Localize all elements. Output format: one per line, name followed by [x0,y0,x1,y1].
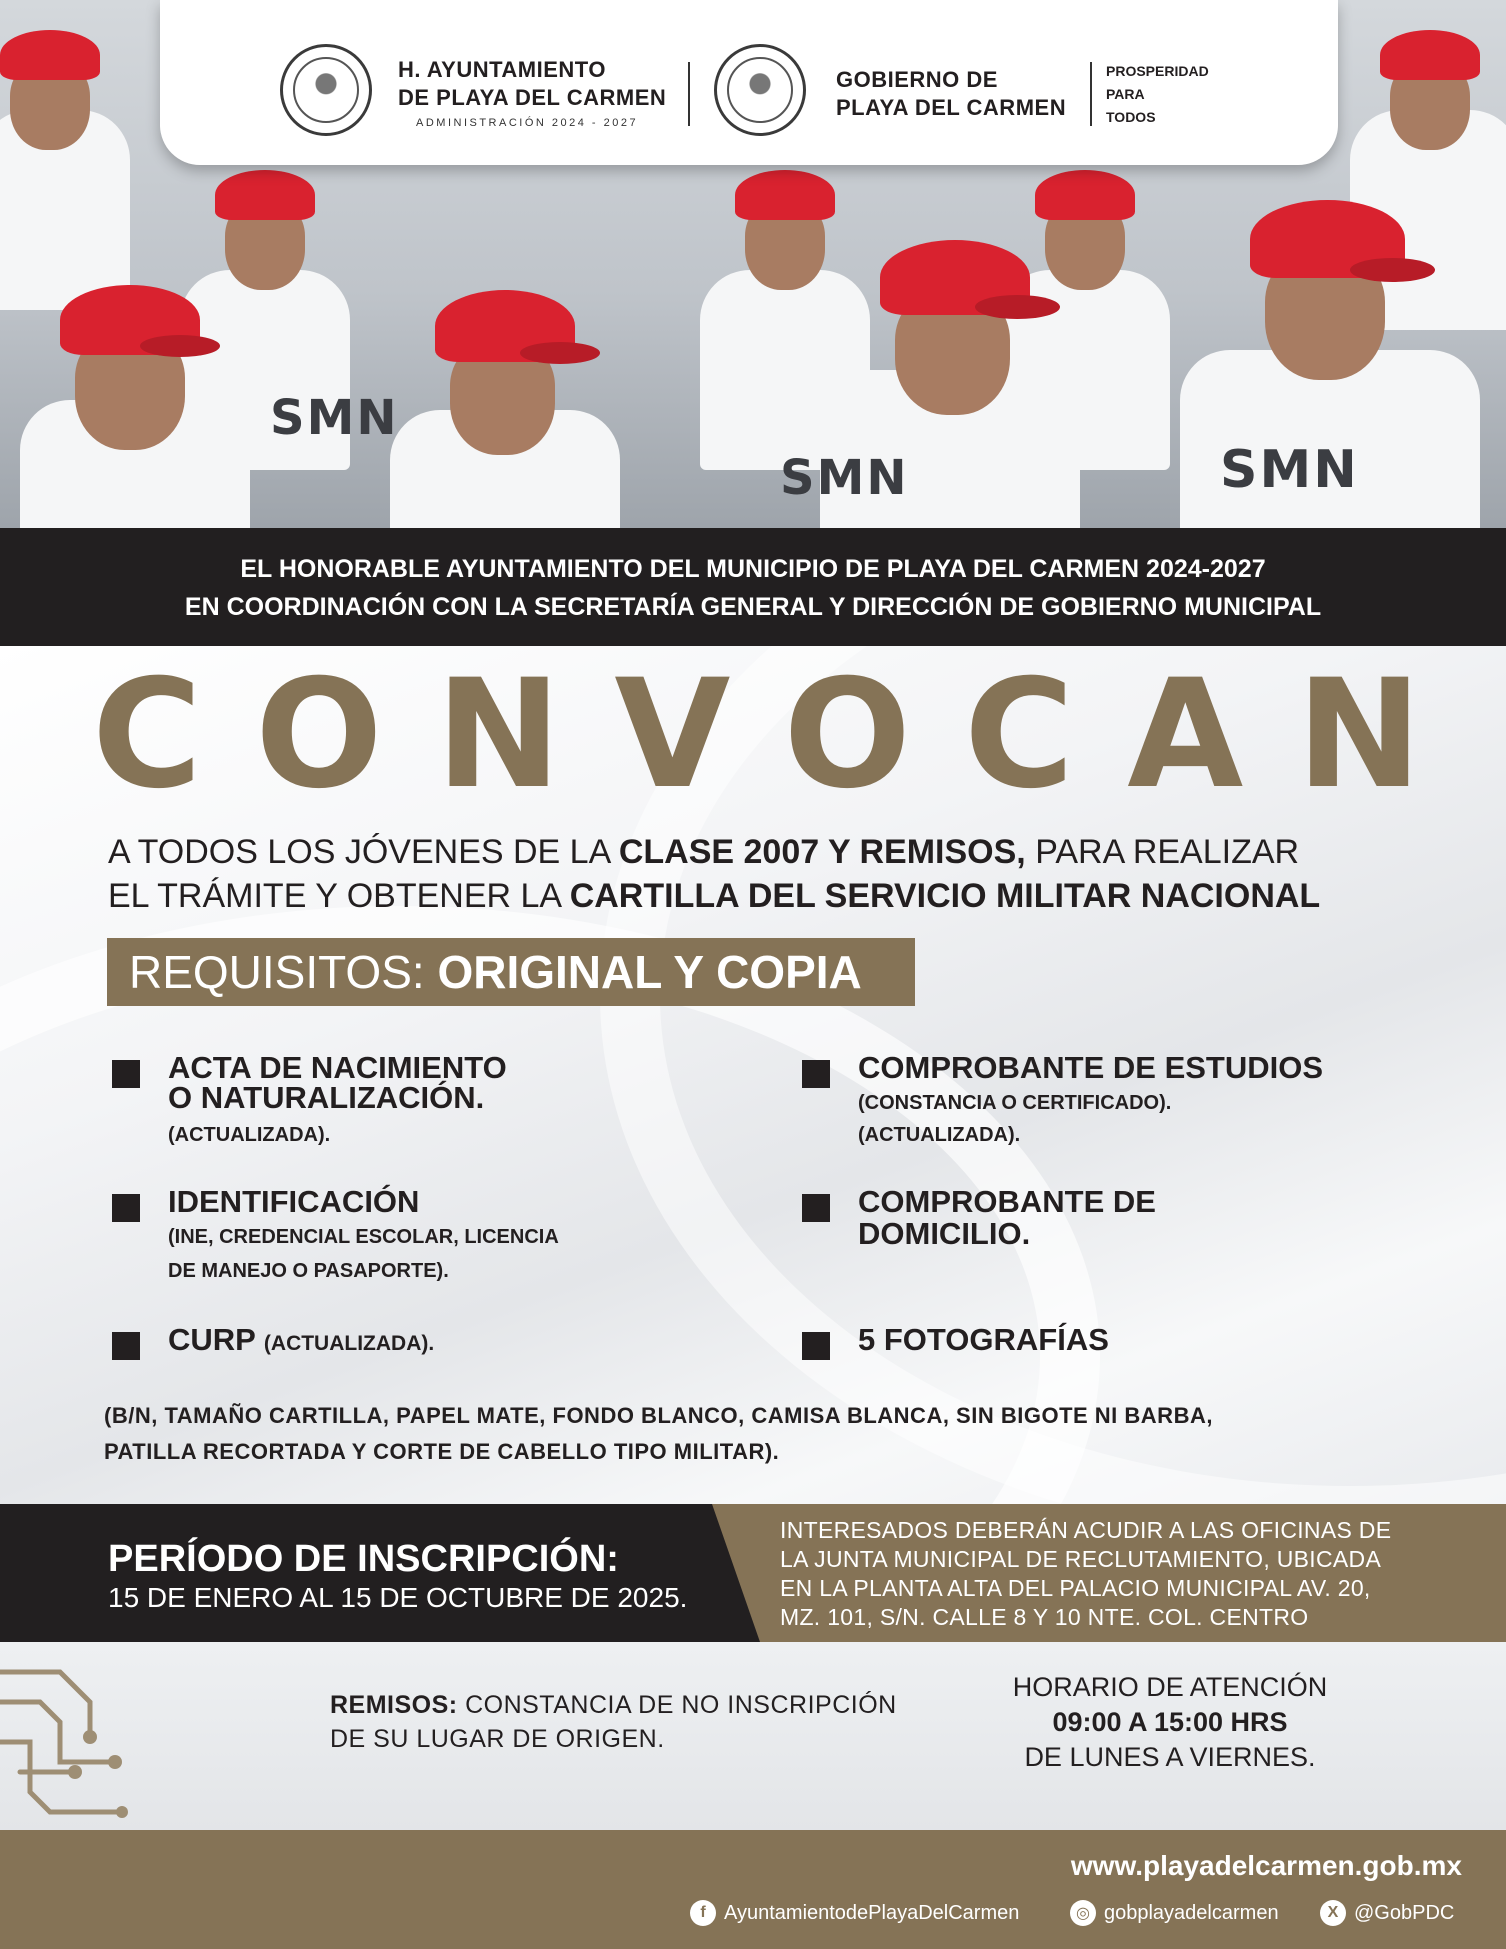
requirements-header: REQUISITOS: ORIGINAL Y COPIA [107,938,915,1006]
office-hours: HORARIO DE ATENCIÓN 09:00 A 15:00 HRS DE LUNES A VIERNES. [1012,1672,1328,1772]
org2-line2: PLAYA DEL CARMEN [836,95,1067,120]
bullet-square-icon [112,1332,140,1360]
banner-line1: EL HONORABLE AYUNTAMIENTO DEL MUNICIPIO DE PLAYA DEL CARMEN 2024-2027 [240,555,1266,583]
period-dates: 15 DE ENERO AL 15 DE OCTUBRE DE 2025. [108,1582,688,1613]
org2-line1: GOBIERNO DE [836,67,998,92]
shirt-print: SMN [270,390,399,446]
bullet-square-icon [802,1332,830,1360]
footer [0,1830,1506,1949]
banner-line2: EN COORDINACIÓN CON LA SECRETARÍA GENERAL Y DIRECCIÓN DE GOBIERNO MUNICIPAL [184,593,1322,621]
gobierno-seal-icon [714,44,806,136]
bullet-square-icon [112,1194,140,1222]
organizer-banner [0,528,1506,646]
instagram-link[interactable]: ◎ gobplayadelcarmen [1070,1900,1279,1926]
bullet-square-icon [802,1060,830,1088]
photo-requirements-note: (B/N, TAMAÑO CARTILLA, PAPEL MATE, FONDO BLANCO, CAMISA BLANCA, SIN BIGOTE NI BARBA, PATILLA RECORTADA Y CORTE DE CABELLO TIPO MILITAR). [104,1403,1213,1464]
facebook-icon: f [690,1900,716,1926]
header-logo-card [160,0,1338,165]
facebook-link[interactable]: f AyuntamientodePlayaDelCarmen [690,1900,1019,1926]
remisos-note: REMISOS: CONSTANCIA DE NO INSCRIPCIÓN DE SU LUGAR DE ORIGEN. [330,1691,897,1753]
website-link[interactable]: www.playadelcarmen.gob.mx [1070,1850,1462,1881]
circuit-decoration-icon [0,1652,130,1822]
lead-text: A TODOS LOS JÓVENES DE LA CLASE 2007 Y REMISOS, PARA REALIZAR EL TRÁMITE Y OBTENER LA CARTILLA DEL SERVICIO MILITAR NACIONAL [108,833,1321,915]
slogan-line: TODOS [1106,109,1156,125]
bullet-square-icon [802,1194,830,1222]
divider [1090,62,1092,126]
slogan-line: PROSPERIDAD [1106,63,1209,79]
org1-admin: ADMINISTRACIÓN 2024 - 2027 [416,117,639,129]
org1-line2: DE PLAYA DEL CARMEN [398,85,667,110]
slogan-line: PARA [1106,86,1145,102]
ayuntamiento-seal-icon [280,44,372,136]
bullet-square-icon [112,1060,140,1088]
shirt-print: SMN [1220,440,1359,500]
org1-line1: H. AYUNTAMIENTO [398,57,606,82]
x-icon: X [1320,1900,1346,1926]
location-info: INTERESADOS DEBERÁN ACUDIR A LAS OFICINAS DE LA JUNTA MUNICIPAL DE RECLUTAMIENTO, UBICADA EN LA PLANTA ALTA DEL PALACIO MUNICIPAL AV. 20, MZ. 101, S/N. CALLE 8 Y 10 NTE. COL. CENTRO [780,1517,1392,1630]
headline-convocan: C O N V O C A N [92,648,1422,822]
shirt-print: SMN [780,450,909,506]
period-title: PERÍODO DE INSCRIPCIÓN: [108,1538,619,1580]
instagram-icon: ◎ [1070,1900,1096,1926]
x-link[interactable]: X @GobPDC [1320,1900,1454,1926]
divider [688,62,690,126]
